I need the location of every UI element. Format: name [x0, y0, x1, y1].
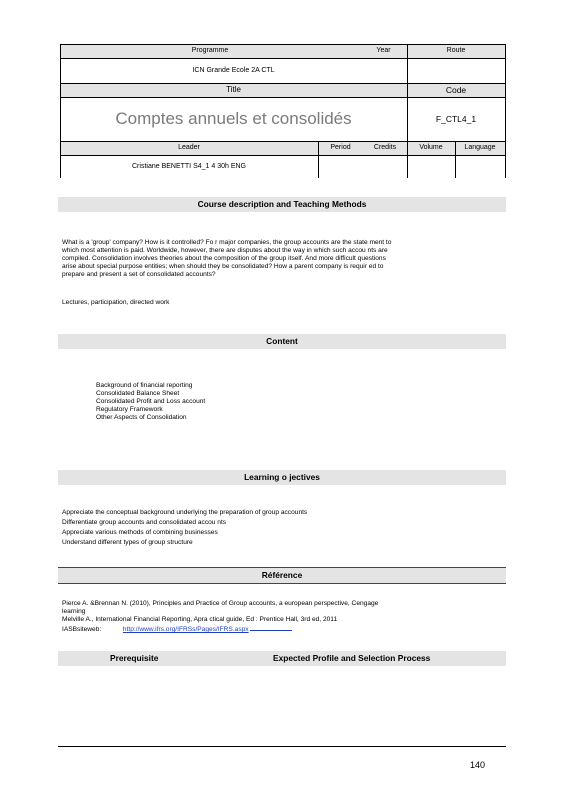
- language-label: Language: [464, 144, 496, 151]
- list-item: Differentiate group accounts and consolidated accou nts: [62, 519, 227, 526]
- table-border: [60, 155, 506, 156]
- table-border: [407, 44, 408, 178]
- learning-objectives-bar: [58, 470, 506, 485]
- course-code: F_CTL4_1: [435, 114, 477, 124]
- content-list: [96, 382, 205, 422]
- list-item: Consolidated Balance Sheet: [96, 390, 180, 397]
- code-label: Code: [445, 85, 467, 95]
- year-label: Year: [376, 47, 391, 54]
- volume-label: Volume: [419, 144, 443, 151]
- course-line: arise about special purpose entities; when should they be consolidated? How a parent company is requir ed to: [62, 263, 384, 270]
- course-description-bar: [58, 197, 506, 212]
- reference-line: Pierce A. &Brennan N. (2010), Principles and Practice of Group accounts, a european perspective, Cengage: [62, 600, 379, 607]
- table-border: [505, 44, 506, 178]
- footer-rule: [58, 746, 506, 747]
- content-bar: [58, 334, 506, 349]
- title-label: Title: [226, 85, 241, 94]
- leader-label: Leader: [178, 144, 200, 151]
- course-title: Comptes annuels et consolidés: [115, 109, 352, 128]
- table-border: [60, 97, 506, 98]
- period-label: Period: [330, 144, 351, 151]
- course-line: prepare and present a set of consolidated accounts?: [62, 271, 216, 278]
- reference-line: Melville A., International Financial Reporting, Apra ctical guide, Ed : Prentice Hall, 3rd ed, 2011: [62, 616, 338, 623]
- list-item: Other Aspects of Consolidation: [96, 414, 187, 421]
- table-border: [60, 44, 506, 45]
- programme-label: Programme: [191, 47, 229, 54]
- expected-profile-heading: Expected Profile and Selection Process: [273, 653, 431, 663]
- course-line: which most attention is paid. Worldwide, however, there are disputes about the way in which such accou nts are: [62, 247, 388, 254]
- objectives-list: [62, 508, 307, 548]
- route-label: Route: [446, 47, 466, 54]
- table-border: [60, 58, 506, 59]
- prerequisite-bar: [58, 651, 506, 666]
- list-item: Understand different types of group structure: [62, 539, 193, 546]
- teaching-methods: Lectures, participation, directed work: [62, 299, 170, 306]
- course-description-text: [62, 239, 391, 279]
- reference-bottom-rule: [58, 583, 506, 584]
- list-item: Appreciate various methods of combining businesses: [62, 529, 218, 536]
- reference-heading: Référence: [261, 570, 303, 580]
- table-border: [60, 141, 506, 142]
- prerequisite-heading: Prerequisite: [110, 653, 159, 663]
- list-item: Background of financial reporting: [96, 382, 193, 389]
- content-heading: Content: [266, 336, 298, 346]
- list-item: Appreciate the conceptual background underlying the preparation of group accounts: [62, 509, 308, 516]
- table-border: [60, 83, 506, 84]
- credits-label: Credits: [373, 144, 397, 151]
- course-description-heading: Course description and Teaching Methods: [197, 199, 367, 209]
- course-line: What is a 'group' company? How is it controlled? Fo r major companies, the group accounts are the state ment to: [62, 239, 392, 246]
- ifrs-website-link[interactable]: http://www.ifrs.org/IFRSs/Pages/IFRS.aspx: [122, 626, 249, 633]
- programme-value: ICN Grande Ecole 2A CTL: [192, 67, 275, 74]
- reference-bar: [58, 568, 506, 583]
- course-line: compiled. Consolidation involves theories about the composition of the group itself. And more difficult questions: [62, 255, 386, 262]
- reference-line: learning: [62, 608, 86, 615]
- list-item: Regulatory Framework: [96, 406, 163, 413]
- reference-list: [62, 600, 378, 634]
- learning-objectives-heading: Learning o jectives: [244, 472, 320, 482]
- website-label: IASBsiteweb:: [62, 626, 102, 633]
- page-number: 140: [470, 760, 486, 770]
- leader-value: Cristiane BENETTI S4_1 4 30h ENG: [132, 163, 246, 170]
- list-item: Consolidated Profit and Loss account: [96, 398, 206, 405]
